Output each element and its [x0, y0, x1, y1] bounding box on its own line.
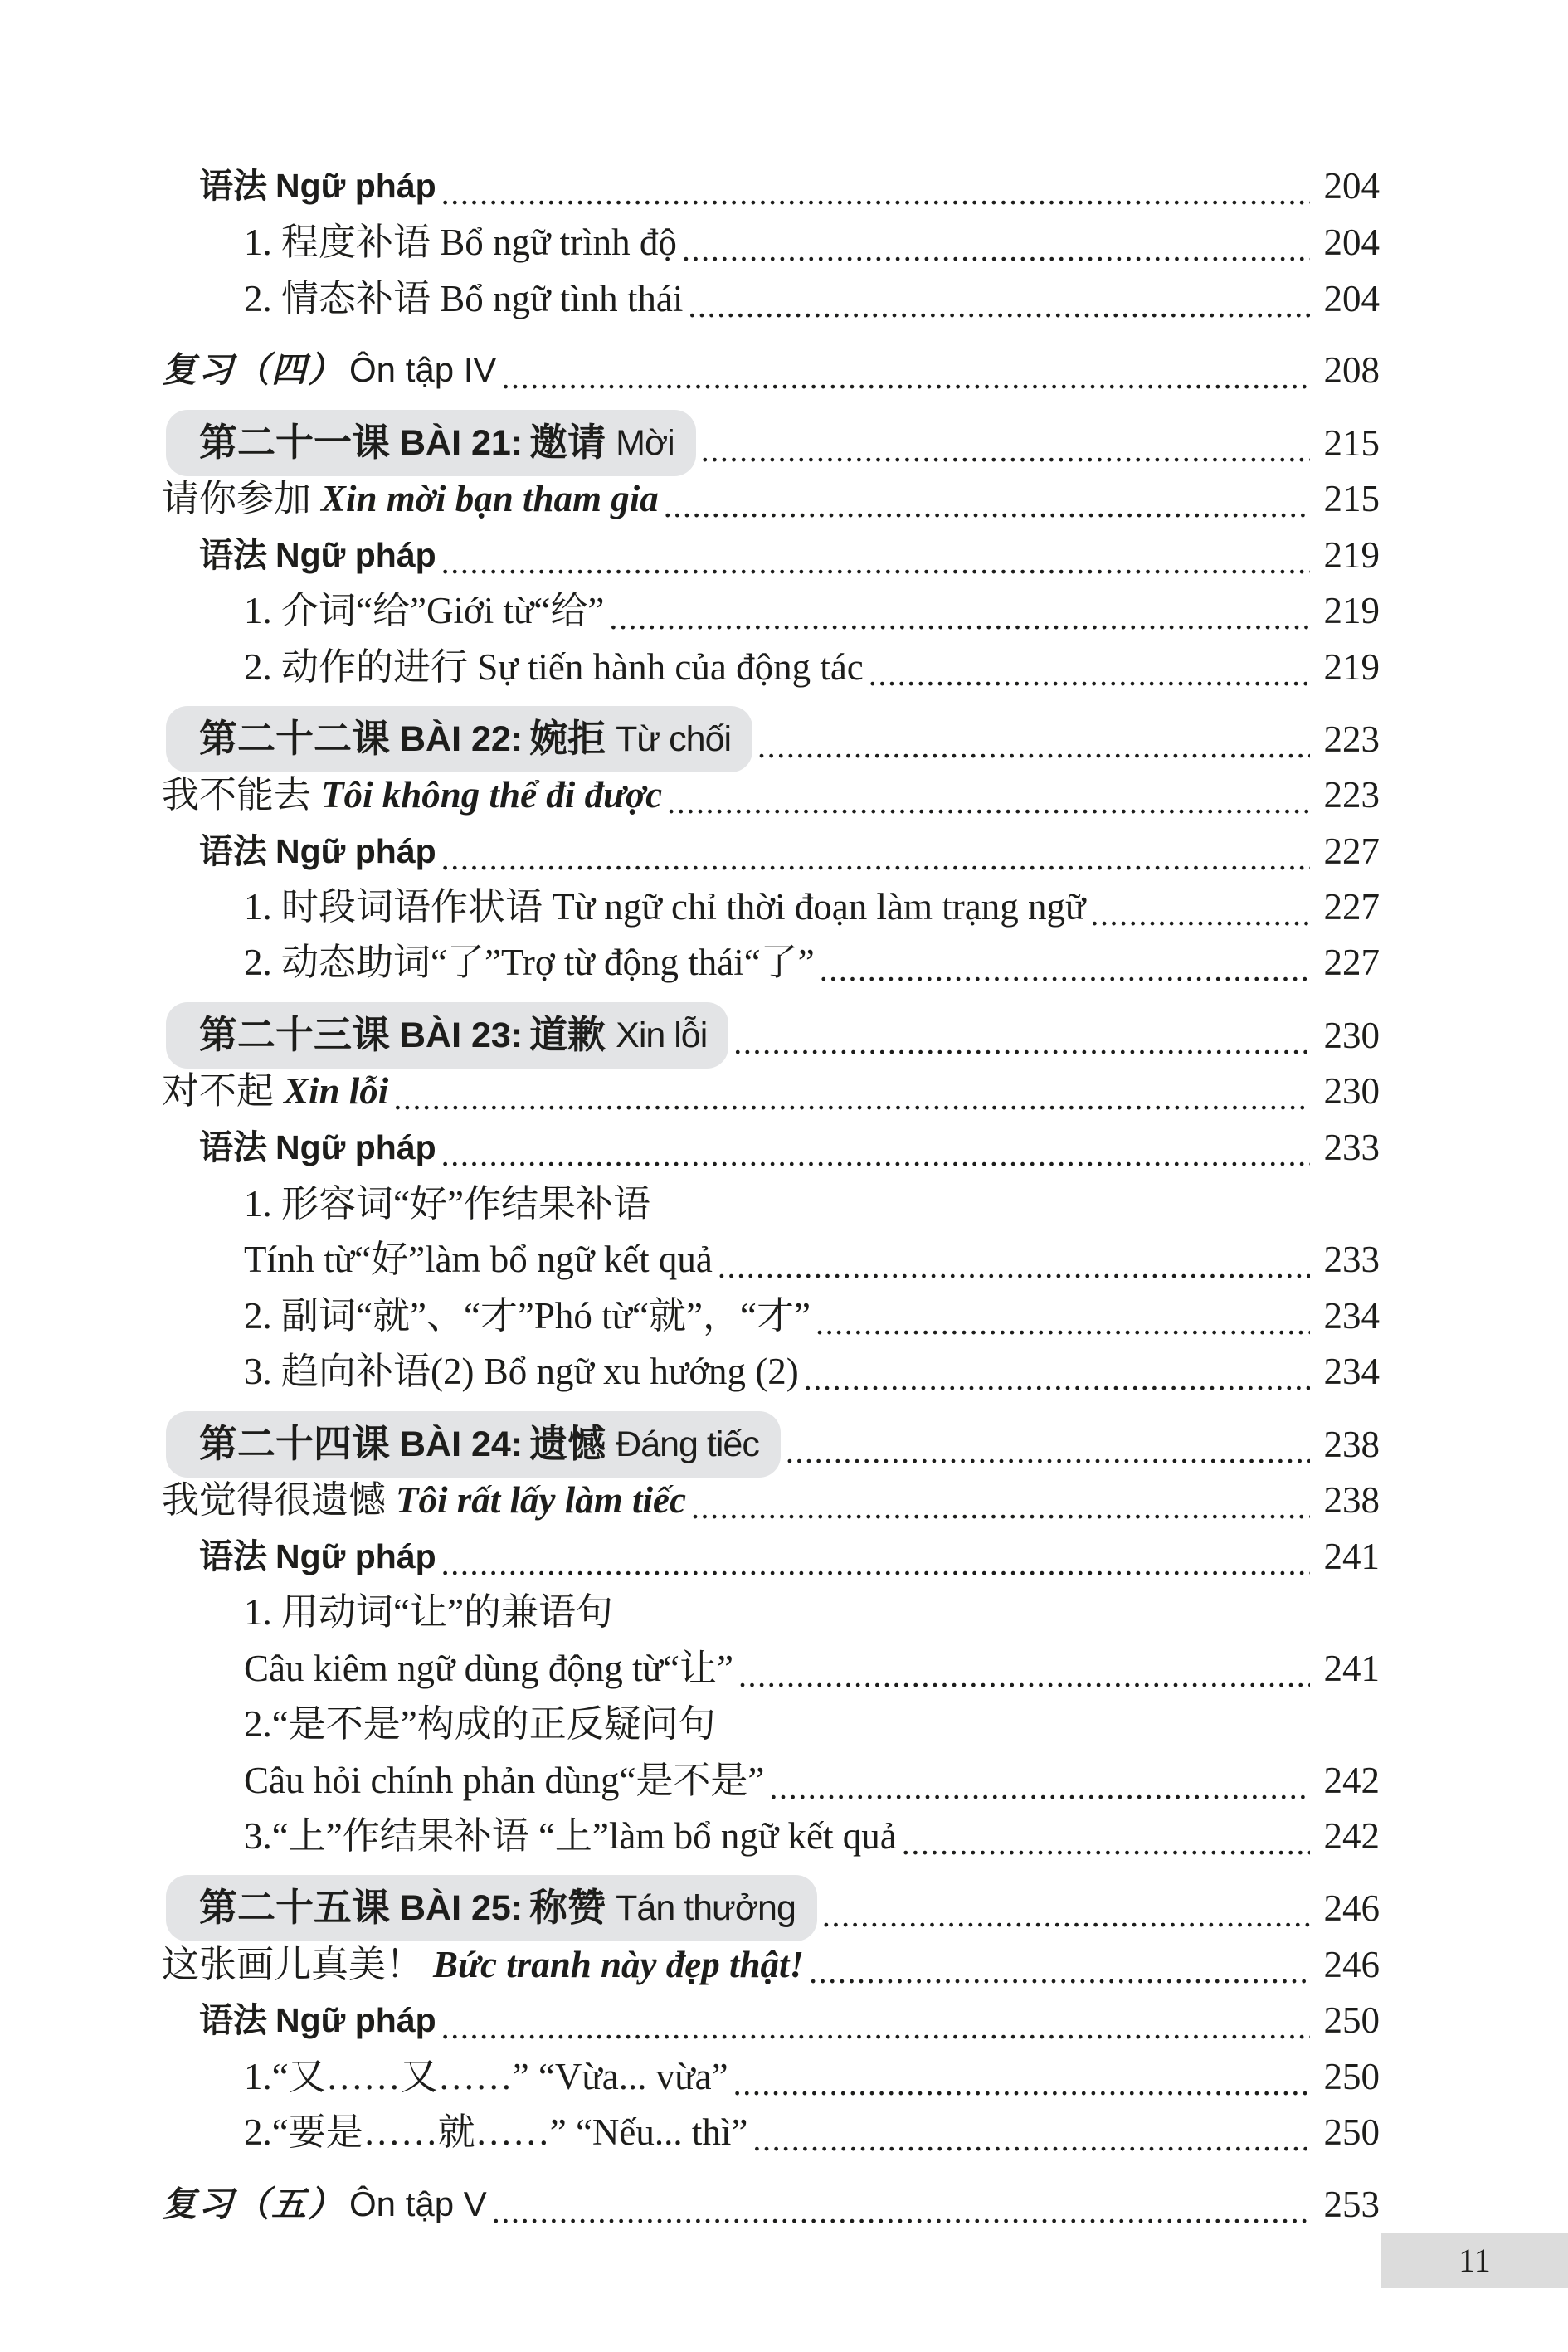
- lesson-cn: 第二十一课: [199, 421, 390, 464]
- lesson-topic-cn: 婉拒: [529, 718, 606, 760]
- page-ref: 219: [1323, 646, 1380, 688]
- dot-leader: [902, 1808, 1310, 1864]
- page-ref: 204: [1323, 222, 1380, 263]
- grammar-item: Câu hỏi chính phản dùng“是不是”: [244, 1760, 765, 1801]
- toc-entry-item[interactable]: [244, 270, 1380, 327]
- toc-entry-text[interactable]: [162, 470, 1380, 527]
- page-ref: 234: [1323, 1295, 1380, 1337]
- page-ref: 208: [1323, 349, 1380, 391]
- lesson-number: BÀI 24:: [400, 1424, 523, 1464]
- dot-leader: [664, 470, 1310, 527]
- toc-entry-item[interactable]: [244, 1752, 1380, 1809]
- page-ref: 233: [1323, 1239, 1380, 1280]
- toc-entry-lesson[interactable]: [199, 711, 1380, 767]
- toc-entry-text[interactable]: [162, 1936, 1380, 1993]
- grammar-cn: 语法: [199, 167, 267, 205]
- grammar-cn: 语法: [199, 832, 267, 870]
- dot-leader: [1090, 879, 1310, 935]
- text-title: [162, 1472, 686, 1528]
- dot-leader: [441, 1528, 1310, 1585]
- toc-entry-item[interactable]: [244, 582, 1380, 639]
- grammar-heading: [199, 1119, 436, 1176]
- lesson-cn: 第二十五课: [199, 1887, 390, 1929]
- page-ref: 250: [1323, 2111, 1380, 2153]
- grammar-item: 1. 介词“给”Giới từ“给”: [244, 590, 605, 631]
- dot-leader: [441, 527, 1310, 583]
- lesson-number: BÀI 21:: [400, 423, 523, 463]
- toc-entry-grammar[interactable]: [199, 823, 1380, 879]
- dot-leader: [809, 1936, 1310, 1993]
- review-cn: 复习（五）: [162, 2184, 345, 2223]
- grammar-item: 2.“是不是”构成的正反疑问句: [244, 1703, 716, 1745]
- dot-leader: [682, 214, 1310, 270]
- page-ref: 204: [1323, 278, 1380, 319]
- review-heading: [162, 342, 496, 398]
- dot-leader: [501, 342, 1310, 398]
- toc-entry-lesson[interactable]: [199, 1007, 1380, 1064]
- text-title-cn: 我觉得很遗憾: [162, 1479, 387, 1521]
- toc-entry-item[interactable]: [244, 1288, 1380, 1344]
- toc-entry-item[interactable]: [244, 1343, 1380, 1400]
- page-number-label: 11: [1458, 2242, 1491, 2279]
- grammar-heading: [199, 823, 436, 879]
- toc-entry-text[interactable]: [162, 767, 1380, 823]
- grammar-cn: 语法: [199, 1537, 267, 1575]
- grammar-cn: 语法: [199, 2001, 267, 2039]
- lesson-title-pill: [166, 1002, 728, 1069]
- page-ref: 242: [1323, 1815, 1380, 1857]
- dot-leader: [816, 1288, 1310, 1344]
- page-ref: 234: [1323, 1351, 1380, 1392]
- dot-leader: [769, 1752, 1310, 1809]
- lesson-topic-vi: Đáng tiếc: [616, 1424, 759, 1464]
- lesson-number: BÀI 23:: [400, 1015, 523, 1055]
- review-cn: 复习（四）: [162, 350, 345, 389]
- text-title-cn: 这张画儿真美！: [162, 1944, 424, 1985]
- lesson-topic-cn: 称赞: [529, 1887, 606, 1929]
- dot-leader: [492, 2176, 1310, 2233]
- review-heading: [162, 2176, 487, 2233]
- text-title-cn: 我不能去: [162, 774, 312, 816]
- grammar-item: 2. 动态助词“了”Trợ từ động thái“了”: [244, 942, 815, 983]
- grammar-item: 3. 趋向补语(2) Bổ ngữ xu hướng (2): [244, 1351, 799, 1392]
- lesson-topic-cn: 道歉: [529, 1014, 606, 1056]
- dot-leader: [393, 1063, 1310, 1119]
- grammar-item: 2. 情态补语 Bổ ngữ tình thái: [244, 278, 684, 319]
- page-ref: 241: [1323, 1536, 1380, 1577]
- page-ref: 204: [1323, 165, 1380, 207]
- page-ref: 219: [1323, 590, 1380, 631]
- toc-entry-grammar[interactable]: [199, 1119, 1380, 1176]
- lesson-topic-vi: Tán thưởng: [616, 1888, 796, 1928]
- toc-entry-grammar[interactable]: [199, 527, 1380, 583]
- lesson-title-pill: [166, 1875, 817, 1941]
- dot-leader: [757, 711, 1310, 767]
- dot-leader: [804, 1343, 1310, 1400]
- grammar-heading: [199, 1528, 436, 1585]
- lesson-number: BÀI 25:: [400, 1888, 523, 1928]
- page-ref: 241: [1323, 1648, 1380, 1689]
- page-ref: 215: [1323, 478, 1380, 519]
- text-title: [162, 1063, 388, 1119]
- grammar-item: Tính từ“好”làm bổ ngữ kết quả: [244, 1239, 713, 1280]
- dot-leader: [738, 1640, 1310, 1697]
- text-title-cn: 请你参加: [162, 478, 312, 519]
- dot-leader: [718, 1231, 1310, 1288]
- grammar-item: 2. 动作的进行 Sự tiến hành của động tác: [244, 646, 864, 688]
- grammar-cn: 语法: [199, 536, 267, 574]
- lesson-cn: 第二十二课: [199, 718, 390, 760]
- toc-entry-item[interactable]: [244, 214, 1380, 270]
- dot-leader: [820, 934, 1310, 991]
- page-ref: 246: [1323, 1887, 1380, 1929]
- lesson-title-pill: [166, 410, 696, 476]
- toc-entry-item[interactable]: [244, 934, 1380, 991]
- text-title-cn: 对不起: [162, 1070, 275, 1112]
- lesson-cn: 第二十四课: [199, 1423, 390, 1465]
- dot-leader: [869, 639, 1310, 695]
- grammar-item: 1. 用动词“让”的兼语句: [244, 1591, 613, 1633]
- dot-leader: [688, 270, 1310, 327]
- text-title-vi: Tôi rất lấy làm tiếc: [396, 1479, 686, 1521]
- text-title: [162, 1936, 804, 1993]
- lesson-topic-vi: Mời: [616, 423, 674, 463]
- dot-leader: [733, 1007, 1310, 1064]
- toc-entry-item[interactable]: [244, 879, 1380, 935]
- page-ref: 215: [1323, 422, 1380, 464]
- dot-leader: [691, 1472, 1310, 1528]
- page-ref: 250: [1323, 1999, 1380, 2041]
- grammar-heading: [199, 527, 436, 583]
- toc-entry-grammar[interactable]: [199, 1992, 1380, 2048]
- text-title: [162, 767, 662, 823]
- toc-entry-lesson[interactable]: [199, 415, 1380, 471]
- lesson-topic-cn: 邀请: [529, 421, 606, 464]
- page-ref: 223: [1323, 774, 1380, 816]
- page-ref: 238: [1323, 1424, 1380, 1465]
- page-ref: 227: [1323, 830, 1380, 872]
- lesson-title-pill: [166, 706, 752, 772]
- toc-entry-review[interactable]: [162, 2176, 1380, 2233]
- review-vi: Ôn tập V: [349, 2184, 487, 2223]
- toc-entry-item[interactable]: [244, 2104, 1380, 2160]
- grammar-cn: 语法: [199, 1128, 267, 1166]
- grammar-item: 1. 程度补语 Bổ ngữ trình độ: [244, 222, 677, 263]
- toc-entry-item[interactable]: [244, 1696, 1380, 1752]
- dot-leader: [441, 1119, 1310, 1176]
- review-vi: Ôn tập IV: [349, 350, 497, 389]
- grammar-heading: [199, 1992, 436, 2048]
- dot-leader: [441, 1992, 1310, 2048]
- page-ref: 242: [1323, 1760, 1380, 1801]
- toc-entry-grammar[interactable]: [199, 1528, 1380, 1585]
- toc-entry-item[interactable]: [244, 1640, 1380, 1697]
- toc-entry-item[interactable]: [244, 1231, 1380, 1288]
- grammar-item: 1. 时段词语作状语 Từ ngữ chỉ thời đoạn làm trạng ngữ: [244, 886, 1086, 928]
- toc-entry-lesson[interactable]: [199, 1416, 1380, 1473]
- text-title-vi: Xin mời bạn tham gia: [321, 478, 659, 519]
- page-ref: 233: [1323, 1127, 1380, 1168]
- dot-leader: [733, 2048, 1310, 2105]
- toc-entry-text[interactable]: [162, 1472, 1380, 1528]
- page-ref: 227: [1323, 886, 1380, 928]
- text-title-vi: Tôi không thể đi được: [321, 774, 663, 816]
- lesson-topic-vi: Từ chối: [616, 719, 732, 759]
- grammar-item: 2.“要是……就……” “Nếu... thì”: [244, 2111, 748, 2153]
- toc-entry-item[interactable]: [244, 1584, 1380, 1640]
- dot-leader: [609, 582, 1310, 639]
- text-title: [162, 470, 659, 527]
- lesson-topic-vi: Xin lỗi: [616, 1015, 708, 1055]
- toc-entry-item[interactable]: [244, 1176, 1380, 1232]
- page-ref: 219: [1323, 534, 1380, 576]
- page-ref: 246: [1323, 1944, 1380, 1985]
- dot-leader: [441, 158, 1310, 214]
- grammar-vi: Ngữ pháp: [275, 1537, 436, 1575]
- lesson-cn: 第二十三课: [199, 1014, 390, 1056]
- text-title-vi: Bức tranh này đẹp thật!: [433, 1944, 805, 1985]
- dot-leader: [667, 767, 1310, 823]
- grammar-vi: Ngữ pháp: [275, 1128, 436, 1166]
- dot-leader: [752, 2104, 1310, 2160]
- page-ref: 230: [1323, 1015, 1380, 1056]
- dot-leader: [701, 415, 1310, 471]
- page-ref: 227: [1323, 942, 1380, 983]
- dot-leader: [786, 1416, 1310, 1473]
- page-ref: 223: [1323, 718, 1380, 760]
- grammar-vi: Ngữ pháp: [275, 2001, 436, 2039]
- toc-entry-text[interactable]: [162, 1063, 1380, 1119]
- grammar-item: Câu kiêm ngữ dùng động từ“让”: [244, 1648, 733, 1689]
- grammar-item: 3.“上”作结果补语 “上”làm bổ ngữ kết quả: [244, 1815, 897, 1857]
- grammar-item: 1. 形容词“好”作结果补语: [244, 1183, 650, 1225]
- page-number: [1381, 2233, 1568, 2288]
- dot-leader: [441, 823, 1310, 879]
- toc-entry-review[interactable]: [162, 342, 1380, 398]
- page-ref: 230: [1323, 1070, 1380, 1112]
- text-title-vi: Xin lỗi: [284, 1070, 389, 1112]
- grammar-item: 2. 副词“就”、“才”Phó từ“就”，“才”: [244, 1295, 811, 1337]
- toc-entry-item[interactable]: [244, 639, 1380, 695]
- toc-entry-item[interactable]: [244, 2048, 1380, 2105]
- page-ref: 238: [1323, 1479, 1380, 1521]
- grammar-vi: Ngữ pháp: [275, 832, 436, 870]
- toc-entry-grammar[interactable]: [199, 158, 1380, 214]
- lesson-number: BÀI 22:: [400, 719, 523, 759]
- toc-entry-lesson[interactable]: [199, 1880, 1380, 1936]
- dot-leader: [822, 1880, 1310, 1936]
- grammar-heading: [199, 158, 436, 214]
- grammar-vi: Ngữ pháp: [275, 167, 436, 205]
- grammar-vi: Ngữ pháp: [275, 536, 436, 574]
- page-ref: 253: [1323, 2184, 1380, 2225]
- toc-entry-item[interactable]: [244, 1808, 1380, 1864]
- lesson-title-pill: [166, 1411, 781, 1478]
- grammar-item: 1.“又……又……” “Vừa... vừa”: [244, 2056, 728, 2097]
- page-ref: 250: [1323, 2056, 1380, 2097]
- lesson-topic-cn: 遗憾: [529, 1423, 606, 1465]
